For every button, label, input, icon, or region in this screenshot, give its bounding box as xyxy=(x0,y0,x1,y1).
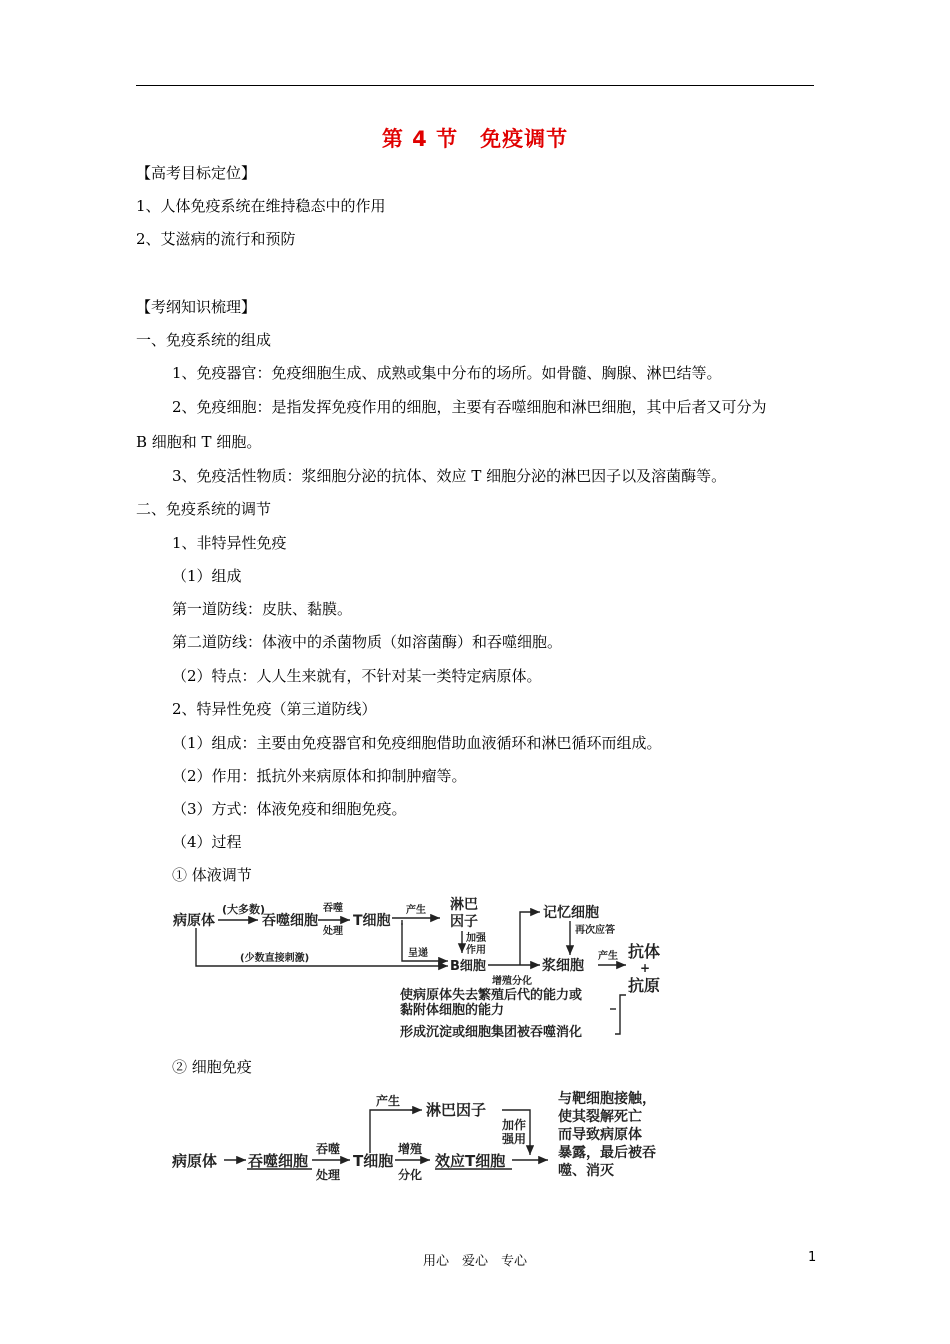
paragraph: （1）组成 xyxy=(172,567,242,585)
proliferate-label: 增殖分化 xyxy=(492,976,532,987)
section-heading: 【考纲知识梳理】 xyxy=(136,298,257,316)
diagram-caption: ② 细胞免疫 xyxy=(172,1058,252,1076)
result-line-5: 噬、消灭 xyxy=(558,1163,614,1179)
paragraph: B 细胞和 T 细胞。 xyxy=(136,433,262,451)
phagocyte-label: 吞噬细胞 xyxy=(248,1152,309,1170)
produce-label: 产生 xyxy=(406,905,426,916)
effect-label: 作用 xyxy=(466,945,486,956)
paragraph: （1）组成：主要由免疫器官和免疫细胞借助血液循环和淋巴循环而组成。 xyxy=(172,734,662,752)
t-cell-label: T细胞 xyxy=(353,1152,394,1170)
plasma-cell-label: 浆细胞 xyxy=(542,958,584,974)
plus-label: + xyxy=(640,961,651,975)
lymphokine-label-1: 淋巴 xyxy=(450,897,478,913)
paragraph: 第一道防线：皮肤、黏膜。 xyxy=(172,600,353,618)
result-line-2: 使其裂解死亡 xyxy=(558,1109,642,1125)
lymphokine-label-2: 因子 xyxy=(450,914,478,930)
pathogen-label: 病原体 xyxy=(173,913,215,929)
antigen-label: 抗原 xyxy=(628,976,661,995)
paragraph: 第二道防线：体液中的杀菌物质（如溶菌酶）和吞噬细胞。 xyxy=(172,633,563,651)
page-footer: 用心 爱心 专心 xyxy=(422,1254,527,1269)
produce-label-2: 产生 xyxy=(598,951,618,962)
engulf-label: 吞噬 xyxy=(316,1142,341,1156)
effector-t-cell-label: 效应T细胞 xyxy=(435,1152,506,1170)
memory-cell-label: 记忆细胞 xyxy=(543,905,599,921)
minority-label: (少数直接刺激) xyxy=(240,953,310,964)
subheading: 1、非特异性免疫 xyxy=(172,534,287,552)
heading: 一、免疫系统的组成 xyxy=(136,331,272,349)
reresponse-label: 再次应答 xyxy=(575,925,615,936)
section-heading: 【高考目标定位】 xyxy=(136,164,257,182)
goal-item: 1、人体免疫系统在维持稳态中的作用 xyxy=(136,197,386,215)
strengthen-label-1: 加作 xyxy=(502,1118,527,1132)
effect-line-3: 形成沉淀或细胞集团被吞噬消化 xyxy=(400,1025,583,1040)
antibody-label: 抗体 xyxy=(628,942,661,961)
engulf-label: 吞噬 xyxy=(323,903,343,914)
subheading: 2、特异性免疫（第三道防线） xyxy=(172,700,377,718)
diagram-caption: ① 体液调节 xyxy=(172,866,252,884)
majority-label: (大多数) xyxy=(222,903,266,916)
cellular-immunity-diagram xyxy=(170,1083,680,1188)
paragraph: （2）作用：抵抗外来病原体和抑制肿瘤等。 xyxy=(172,767,467,785)
lymphokine-label: 淋巴因子 xyxy=(426,1101,487,1119)
humoral-immunity-diagram xyxy=(170,893,670,1043)
goal-item: 2、艾滋病的流行和预防 xyxy=(136,230,296,248)
process-label: 处理 xyxy=(316,1168,341,1182)
header-rule xyxy=(136,85,814,86)
proliferate-label: 增殖 xyxy=(398,1142,423,1156)
pathogen-label: 病原体 xyxy=(172,1152,218,1170)
phagocyte-label: 吞噬细胞 xyxy=(262,913,318,929)
paragraph: （2）特点：人人生来就有，不针对某一类特定病原体。 xyxy=(172,667,542,685)
paragraph: 1、免疫器官：免疫细胞生成、成熟或集中分布的场所。如骨髓、胸腺、淋巴结等。 xyxy=(172,364,722,382)
produce-label: 产生 xyxy=(376,1094,401,1108)
t-cell-label: T细胞 xyxy=(353,913,391,929)
process-label: 处理 xyxy=(323,926,343,937)
page-title: 第 4 节 免疫调节 xyxy=(381,127,569,151)
paragraph: 2、免疫细胞：是指发挥免疫作用的细胞，主要有吞噬细胞和淋巴细胞，其中后者又可分为 xyxy=(172,398,767,416)
b-cell-label: B细胞 xyxy=(450,959,486,974)
present-label: 呈递 xyxy=(408,948,428,959)
result-line-4: 暴露，最后被吞 xyxy=(558,1145,656,1161)
effect-line-2: 黏附体细胞的能力 xyxy=(400,1003,505,1018)
heading: 二、免疫系统的调节 xyxy=(136,500,272,518)
differentiate-label: 分化 xyxy=(398,1168,423,1182)
page-number: 1 xyxy=(808,1250,817,1265)
paragraph: （4）过程 xyxy=(172,833,242,851)
paragraph: 3、免疫活性物质：浆细胞分泌的抗体、效应 T 细胞分泌的淋巴因子以及溶菌酶等。 xyxy=(172,467,727,485)
strengthen-label-2: 强用 xyxy=(502,1132,527,1146)
result-line-3: 而导致病原体 xyxy=(558,1127,642,1143)
paragraph: （3）方式：体液免疫和细胞免疫。 xyxy=(172,800,407,818)
effect-line-1: 使病原体失去繁殖后代的能力或 xyxy=(400,988,583,1003)
result-line-1: 与靶细胞接触， xyxy=(558,1091,656,1107)
strengthen-label: 加强 xyxy=(466,933,486,944)
